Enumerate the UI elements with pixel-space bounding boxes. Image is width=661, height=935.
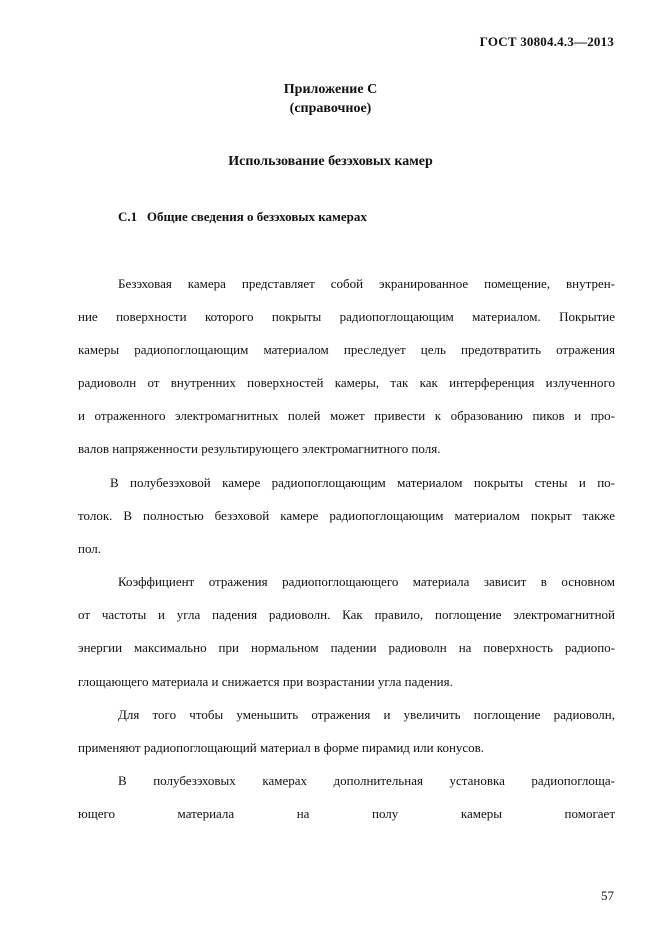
text-line: Коэффициент отражения радиопоглощающего материала зависит в основном	[118, 574, 615, 589]
text-line: толок. В полностью безэховой камере радиопоглощающим материалом покрыт также	[78, 508, 615, 523]
text-line: энергии максимально при нормальном падении радиоволн на поверхность радиопо-	[78, 640, 615, 655]
text-line: глощающего материала и снижается при возрастании угла падения.	[78, 674, 453, 689]
section-title: Использование безэховых камер	[228, 154, 433, 169]
subsection-title: С.1 Общие сведения о безэховых камерах	[118, 209, 367, 224]
text-line: ющего материала на полу камеры помогает	[78, 806, 615, 821]
text-line: применяют радиопоглощающий материал в форме пирамид или конусов.	[78, 740, 485, 755]
text-line: В полубезэховой камере радиопоглощающим материалом покрыты стены и по-	[110, 475, 615, 490]
appendix-title: Приложение С	[283, 82, 378, 97]
text-line: пол.	[78, 541, 102, 556]
text-line: радиоволн от внутренних поверхностей камеры, так как интерференция излученного	[78, 375, 615, 390]
text-line: камеры радиопоглощающим материалом преследует цель предотвратить отражения	[78, 342, 615, 357]
text-line: Для того чтобы уменьшить отражения и увеличить поглощение радиоволн,	[118, 707, 615, 722]
text-line: от частоты и угла падения радиоволн. Как правило, поглощение электромагнитной	[78, 607, 615, 622]
standard-code: ГОСТ 30804.4.3—2013	[479, 34, 614, 49]
text-line: и отраженного электромагнитных полей может привести к образованию пиков и про-	[78, 408, 615, 423]
page-number: 57	[601, 888, 614, 903]
text-line: валов напряженности результирующего электромагнитного поля.	[78, 441, 441, 456]
text-line: Безэховая камера представляет собой экранированное помещение, внутрен-	[118, 276, 615, 291]
text-line: ние поверхности которого покрыты радиопоглощающим материалом. Покрытие	[78, 309, 615, 324]
appendix-note: (справочное)	[289, 101, 372, 116]
text-line: В полубезэховых камерах дополнительная установка радиопоглоща-	[118, 773, 615, 788]
